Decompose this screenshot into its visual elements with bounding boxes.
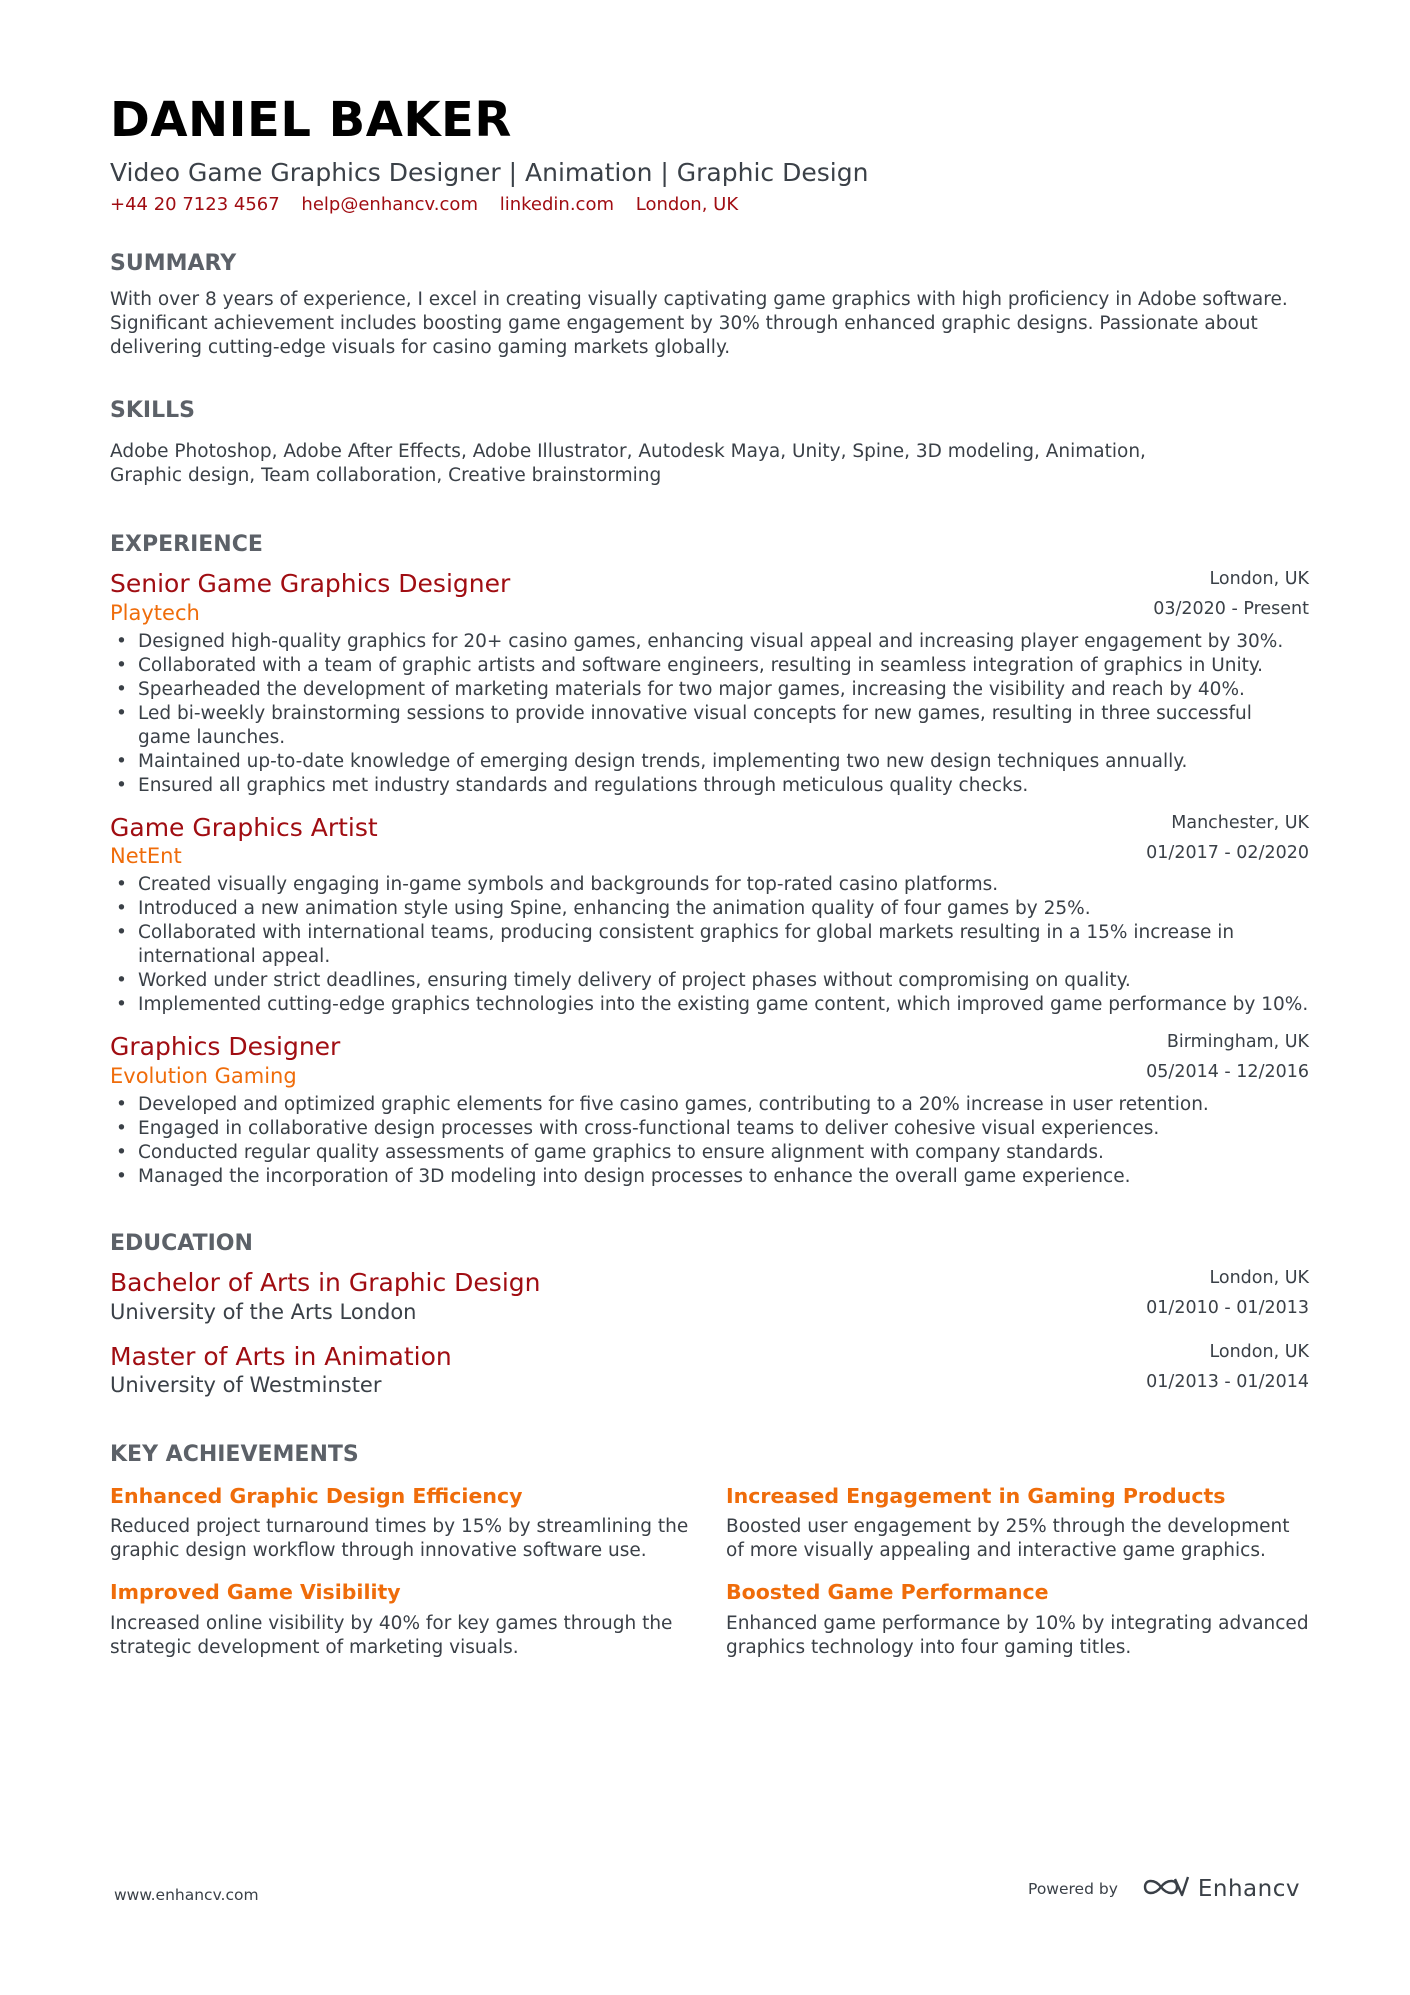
job-bullets bbox=[110, 630, 1309, 798]
job-dates: 05/2014 - 12/2016 bbox=[1146, 1062, 1309, 1083]
education-location: London, UK bbox=[1209, 1268, 1309, 1289]
achievement-item bbox=[726, 1483, 1314, 1564]
job-bullet: • Maintained up-to-date knowledge of emerging design trends, implementing two new design techniques annually. bbox=[138, 750, 1309, 774]
experience-heading: EXPERIENCE bbox=[110, 531, 263, 557]
footer-website[interactable]: www.enhancv.com bbox=[114, 1886, 259, 1904]
job-bullet: • Created visually engaging in-game symbols and backgrounds for top-rated casino platforms. bbox=[138, 873, 1309, 897]
achievement-line: Boosted user engagement by 25% through the development bbox=[726, 1516, 1290, 1538]
achievement-line: graphics technology into four gaming titles. bbox=[726, 1636, 1132, 1658]
job-bullet: • Engaged in collaborative design processes with cross-functional teams to deliver cohesive visual experiences. bbox=[138, 1117, 1309, 1141]
achievement-description bbox=[726, 1515, 1314, 1563]
contact-linkedin[interactable]: linkedin.com bbox=[499, 194, 614, 215]
education-location: London, UK bbox=[1209, 1341, 1309, 1362]
skills-section bbox=[110, 398, 1309, 488]
skills-line: Graphic design, Team collaboration, Creative brainstorming bbox=[110, 464, 662, 486]
skills-heading: SKILLS bbox=[110, 397, 195, 423]
job-bullet: • Designed high-quality graphics for 20+ casino games, enhancing visual appeal and increasing player engagement by 30%. bbox=[138, 630, 1309, 654]
summary-section bbox=[110, 251, 1309, 359]
achievement-line: strategic development of marketing visuals. bbox=[110, 1636, 519, 1658]
job-meta bbox=[1146, 812, 1309, 864]
education-header bbox=[110, 1341, 1309, 1399]
achievement-title: Increased Engagement in Gaming Products bbox=[726, 1483, 1226, 1508]
job-header bbox=[110, 568, 1309, 626]
skills-line: Adobe Photoshop, Adobe After Effects, Adobe Illustrator, Autodesk Maya, Unity, Spine, 3D modeling, Animation, bbox=[110, 440, 1146, 462]
education-entry bbox=[110, 1267, 1309, 1325]
job-bullet: • Implemented cutting-edge graphics technologies into the existing game content, which improved game performance by 10%. bbox=[138, 993, 1309, 1017]
education-meta bbox=[1146, 1267, 1309, 1319]
job-dates: 01/2017 - 02/2020 bbox=[1146, 842, 1309, 863]
job-bullet: • Collaborated with a team of graphic artists and software engineers, resulting in seamless integration of graphics in Unity. bbox=[138, 654, 1309, 678]
job-bullet: • Developed and optimized graphic elements for five casino games, contributing to a 20% increase in user retention. bbox=[138, 1093, 1309, 1117]
education-header bbox=[110, 1267, 1309, 1325]
summary-text bbox=[110, 288, 1309, 360]
achievement-title: Improved Game Visibility bbox=[110, 1580, 401, 1605]
job-bullet: • Introduced a new animation style using Spine, enhancing the animation quality of four games by 25%. bbox=[138, 897, 1309, 921]
powered-by-label: Powered by bbox=[1028, 1880, 1118, 1898]
job-bullet: • Conducted regular quality assessments of game graphics to ensure alignment with company standards. bbox=[138, 1141, 1309, 1165]
achievement-title: Enhanced Graphic Design Efficiency bbox=[110, 1483, 523, 1508]
achievement-line: of more visually appealing and interactive game graphics. bbox=[726, 1540, 1266, 1562]
achievements-section bbox=[110, 1442, 1309, 1660]
job-meta bbox=[1153, 568, 1309, 620]
job-title: Graphics Designer bbox=[110, 1032, 341, 1062]
achievements-heading: KEY ACHIEVEMENTS bbox=[110, 1442, 359, 1468]
contact-location: London, UK bbox=[635, 194, 739, 215]
job-location: Birmingham, UK bbox=[1166, 1032, 1309, 1053]
achievement-item bbox=[726, 1579, 1314, 1660]
education-dates: 01/2013 - 01/2014 bbox=[1146, 1371, 1309, 1392]
job-bullet: • Led bi-weekly brainstorming sessions to provide innovative visual concepts for new games, resulting in three successful game launches. bbox=[138, 702, 1309, 750]
job-title: Senior Game Graphics Designer bbox=[110, 569, 511, 599]
achievement-description bbox=[110, 1612, 698, 1660]
job-company: Evolution Gaming bbox=[110, 1063, 297, 1088]
job-meta bbox=[1146, 1031, 1309, 1083]
job-header bbox=[110, 1031, 1309, 1089]
job-header bbox=[110, 812, 1309, 870]
enhancv-brand-name: Enhancv bbox=[1197, 1876, 1300, 1902]
education-degree: Master of Arts in Animation bbox=[110, 1341, 452, 1371]
enhancv-logo-icon bbox=[1142, 1873, 1190, 1905]
achievement-item bbox=[110, 1483, 698, 1564]
achievement-line: Enhanced game performance by 10% by integrating advanced bbox=[726, 1612, 1309, 1634]
footer-branding bbox=[1028, 1873, 1300, 1905]
contact-row bbox=[110, 192, 1309, 217]
job-bullet: • Managed the incorporation of 3D modeling into design processes to enhance the overall game experience. bbox=[138, 1165, 1309, 1189]
achievement-line: graphic design workflow through innovative software use. bbox=[110, 1540, 647, 1562]
job-bullet: • Collaborated with international teams, producing consistent graphics for global markets resulting in a 15% increase in international appeal. bbox=[138, 921, 1309, 969]
skills-text bbox=[110, 440, 1309, 488]
job-bullet: • Worked under strict deadlines, ensuring timely delivery of project phases without compromising on quality. bbox=[138, 969, 1309, 993]
education-school: University of Westminster bbox=[110, 1373, 382, 1397]
resume-header bbox=[110, 92, 1309, 217]
job-company: NetEnt bbox=[110, 844, 182, 869]
achievement-item bbox=[110, 1579, 698, 1660]
job-bullets bbox=[110, 1093, 1309, 1189]
education-school: University of the Arts London bbox=[110, 1299, 417, 1324]
education-entry bbox=[110, 1341, 1309, 1399]
job-bullet: • Spearheaded the development of marketing materials for two major games, increasing the visibility and reach by 40%. bbox=[138, 678, 1309, 702]
job-title: Game Graphics Artist bbox=[110, 812, 378, 842]
summary-line: With over 8 years of experience, I excel in creating visually captivating game graphics with high proficiency in Adobe software. bbox=[110, 288, 1288, 310]
job-location: Manchester, UK bbox=[1171, 812, 1309, 833]
contact-email[interactable]: help@enhancv.com bbox=[301, 194, 478, 215]
job-entry bbox=[110, 1031, 1309, 1189]
education-section bbox=[110, 1231, 1309, 1398]
resume-content bbox=[110, 92, 1309, 1660]
education-heading: EDUCATION bbox=[110, 1230, 253, 1256]
job-entry bbox=[110, 812, 1309, 1018]
education-meta bbox=[1146, 1341, 1309, 1393]
summary-line: Significant achievement includes boosting game engagement by 30% through enhanced graphic designs. Passionate about bbox=[110, 312, 1258, 334]
education-dates: 01/2010 - 01/2013 bbox=[1146, 1298, 1309, 1319]
experience-section bbox=[110, 532, 1309, 1189]
achievement-line: Increased online visibility by 40% for key games through the bbox=[110, 1612, 673, 1634]
achievement-title: Boosted Game Performance bbox=[726, 1580, 1049, 1605]
summary-line: delivering cutting-edge visuals for casino gaming markets globally. bbox=[110, 336, 731, 358]
job-bullet: • Ensured all graphics met industry standards and regulations through meticulous quality checks. bbox=[138, 774, 1309, 798]
education-degree: Bachelor of Arts in Graphic Design bbox=[110, 1268, 541, 1298]
job-entry bbox=[110, 568, 1309, 798]
achievement-line: Reduced project turnaround times by 15% by streamlining the bbox=[110, 1516, 689, 1538]
achievements-grid bbox=[110, 1483, 1309, 1660]
job-location: London, UK bbox=[1209, 569, 1309, 590]
candidate-name: DANIEL BAKER bbox=[110, 92, 512, 148]
summary-heading: SUMMARY bbox=[110, 251, 237, 277]
job-dates: 03/2020 - Present bbox=[1153, 599, 1309, 620]
contact-phone[interactable]: +44 20 7123 4567 bbox=[110, 194, 280, 215]
candidate-headline: Video Game Graphics Designer | Animation | Graphic Design bbox=[110, 158, 869, 187]
achievement-description bbox=[110, 1515, 698, 1563]
job-company: Playtech bbox=[110, 600, 200, 625]
achievement-description bbox=[726, 1612, 1314, 1660]
job-bullets bbox=[110, 873, 1309, 1017]
